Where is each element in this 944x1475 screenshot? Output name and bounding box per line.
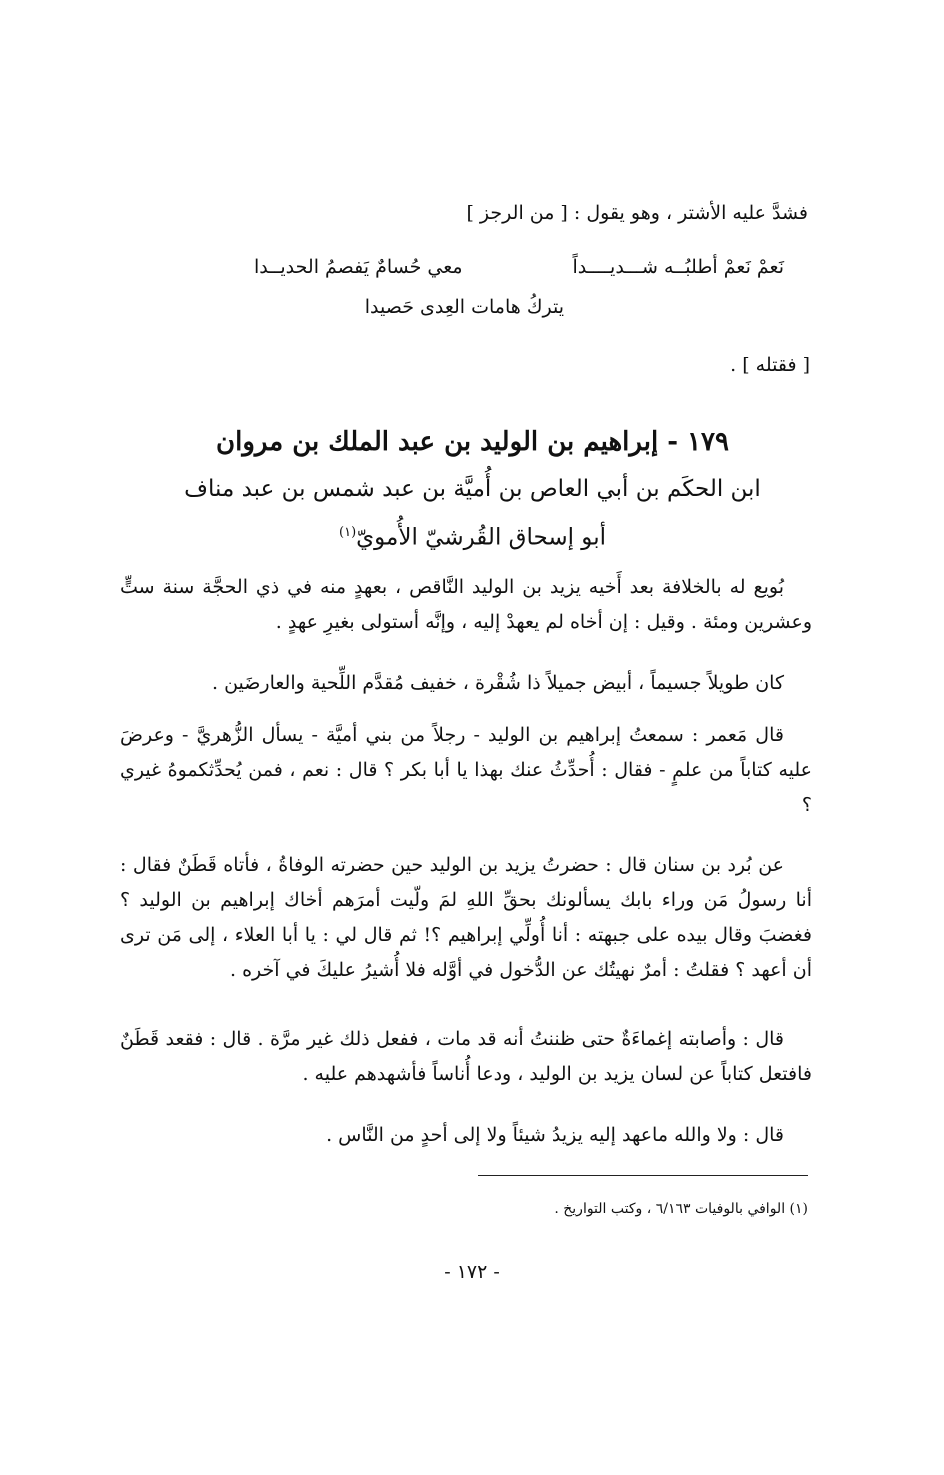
paragraph-5: قال : وأصابته إغماءَةٌ حتى ظننتُ أنه قد مات ، ففعل ذلك غير مرَّة . قال : فقعد قَطَنٌ فافتعل كتاباً عن لسان يزيد بن الوليد ، ودعا أُناساً فأشهدهم عليه . bbox=[120, 1028, 812, 1085]
paragraph-1: بُويع له بالخلافة بعد أَخيه يزيد بن الوليد النَّاقص ، بعهدٍ منه في ذي الحجَّة سنة ستٍّ وعشرين ومئة . وقيل : إن أخاه لم يعهدْ إليه ، وإنَّه أستولى بغيرِ عهدٍ . bbox=[120, 576, 812, 633]
footnote: (١) الوافي بالوفيات ٦/١٦٣ ، وكتب التواريخ . bbox=[554, 1201, 808, 1217]
page-number: - ١٧٢ - bbox=[444, 1261, 500, 1283]
verse-second-hemistich: معي حُسامٌ يَفصمُ الحديــدا bbox=[254, 256, 463, 278]
entry-kunya-text: أبو إسحاق القُرشيّ الأُمويّ bbox=[356, 524, 606, 551]
paragraph-4: عن بُرد بن سنان قال : حضرتُ يزيد بن الوليد حين حضرته الوفاةُ ، فأتاه قَطَنٌ فقال : أنا رسولُ مَن وراء بابك يسألونك بحقِّ اللهِ لمَ ولّيت أمرَهم أخاك إبراهيم بن الوليد ؟ فغضبَ وقال بيده على جبهته : أنا أُولِّي إبراهيم ؟! ثم قال لي : يا أبا العلاء ، إلى مَن ترى أن أعهد ؟ فقلتُ : أمرٌ نهيتُك عن الدُّخول في أوَّله فلا أُشيرُ عليكَ في آخره . bbox=[120, 854, 812, 981]
paragraph-6: قال : ولا والله ماعهد إليه يزيدُ شيئاً ولا إلى أحدٍ من النَّاس . bbox=[326, 1124, 784, 1146]
paragraph-3: قال مَعمر : سمعتُ إبراهيم بن الوليد - رجلاً من بني أميَّة - يسأل الزُّهريَّ - وعرضَ عليه كتاباً من علمٍ - فقال : أُحدِّثُ عنك بهذا يا أبا بكر ؟ قال : نعم ، فمن يُحدِّثكموهُ غيري ؟ bbox=[120, 724, 812, 816]
intro-line: فشدَّ عليه الأشتر ، وهو يقول : [ من الرجز ] bbox=[466, 202, 808, 224]
verse-couplet bbox=[254, 252, 784, 284]
entry-heading: ١٧٩ - إبراهيم بن الوليد بن عبد الملك بن مروان bbox=[216, 427, 729, 457]
closing-line: [ فقتله ] . bbox=[730, 354, 810, 376]
paragraph-2: كان طويلاً جسيماً ، أبيض جميلاً ذا شُقْرة ، خفيف مُقدَّم اللِّحية والعارضَين . bbox=[212, 672, 784, 694]
verse-first-hemistich: نَعمْ نَعمْ أطلبُــه شـــديــــداً bbox=[572, 256, 784, 278]
entry-kunya bbox=[120, 516, 825, 555]
footnote-divider bbox=[478, 1175, 808, 1176]
verse-third-line: يتركُ هامات العِدى حَصيدا bbox=[364, 296, 564, 318]
entry-lineage: ابن الحكَم بن أبي العاص بن أُميَّة بن عبد شمس بن عبد مناف bbox=[184, 476, 761, 502]
footnote-marker: (١) bbox=[339, 525, 357, 540]
